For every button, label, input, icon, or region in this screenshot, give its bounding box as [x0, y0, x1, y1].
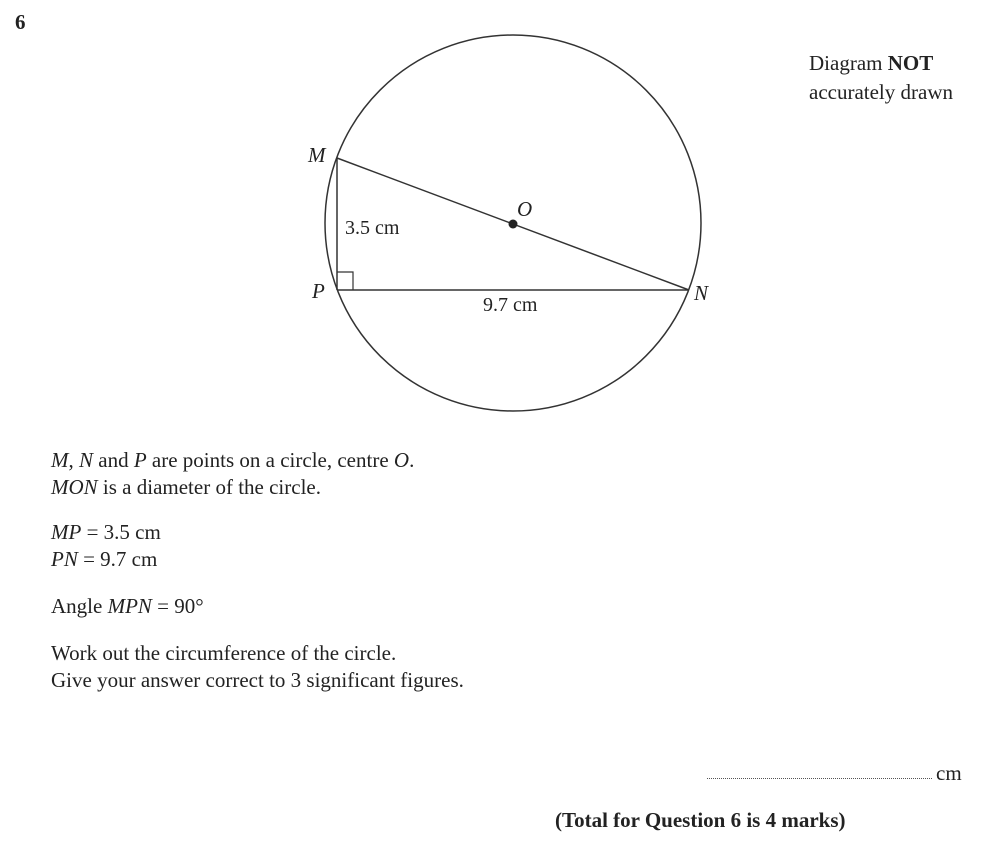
text-and: and: [93, 448, 134, 472]
text-period: .: [409, 448, 415, 472]
given-points-text: [51, 447, 414, 501]
var-PN: PN: [51, 547, 78, 571]
value-PN: = 9.7 cm: [77, 547, 158, 571]
var-MP: MP: [51, 520, 82, 544]
value-MP: = 3.5 cm: [81, 520, 161, 544]
answer-unit: cm: [936, 761, 962, 785]
text-angle: Angle: [51, 594, 108, 618]
text-points-on-circle: are points on a circle, centre: [146, 448, 394, 472]
var-O: O: [393, 448, 410, 472]
var-MON: MON: [51, 475, 98, 499]
answer-field[interactable]: [707, 760, 932, 779]
label-mp-length: 3.5 cm: [345, 217, 400, 239]
given-angle-text: [51, 593, 204, 620]
diagram-note-line2: accurately drawn: [809, 80, 953, 104]
text-diameter: is a diameter of the circle.: [97, 475, 321, 499]
instruction-line2: Give your answer correct to 3 significant figures.: [51, 668, 464, 692]
given-lengths-text: [51, 519, 161, 573]
total-marks: (Total for Question 6 is 4 marks): [555, 808, 846, 832]
diagram-note-prefix: Diagram: [809, 51, 888, 75]
instruction-line1: Work out the circumference of the circle.: [51, 641, 397, 665]
label-M: M: [308, 143, 326, 167]
var-P: P: [133, 448, 147, 472]
label-O: O: [517, 197, 533, 221]
var-M: M: [51, 448, 69, 472]
label-P: P: [312, 279, 325, 303]
instruction-text: [51, 640, 464, 694]
value-angle: = 90°: [151, 594, 204, 618]
label-pn-length: 9.7 cm: [483, 294, 538, 316]
text-sep: ,: [68, 448, 79, 472]
var-N: N: [79, 448, 94, 472]
diagram-note-emphasis: NOT: [887, 51, 934, 75]
question-number: 6: [15, 10, 26, 34]
var-MPN: MPN: [107, 594, 152, 618]
label-N: N: [694, 281, 709, 305]
right-angle-marker: [337, 272, 353, 290]
